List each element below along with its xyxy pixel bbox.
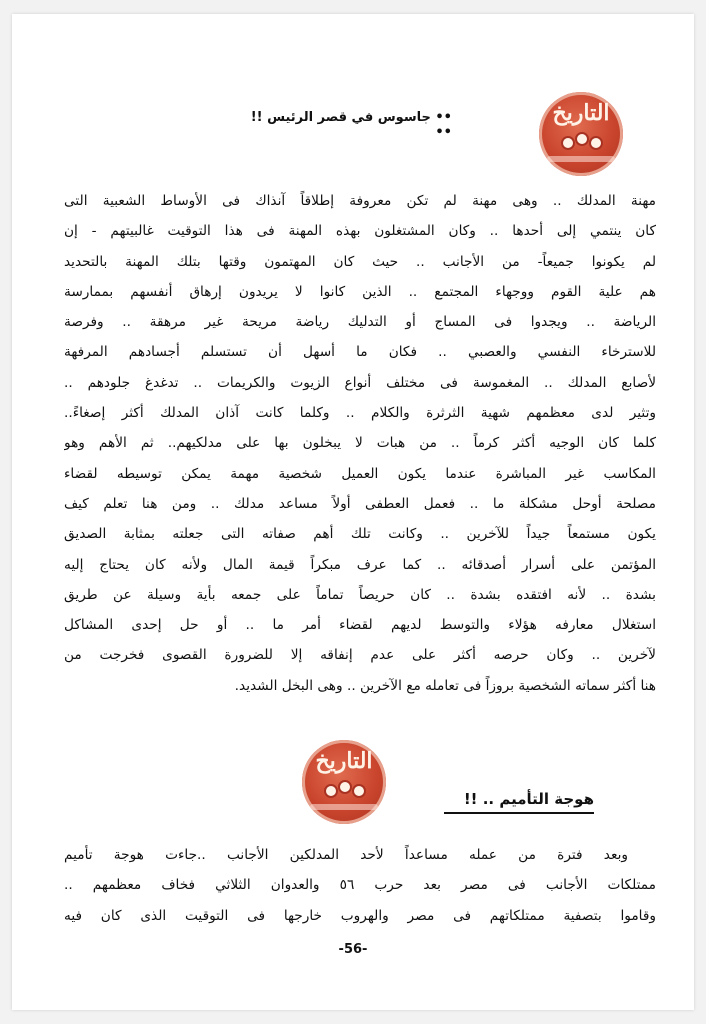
text-line: مهنة المدلك .. وهى مهنة لم تكن معروفة إطلاقاً آنذاك فى الأوساط الشعبية التى — [64, 193, 656, 209]
text-line: بشدة .. لأنه افتقده بشدة .. كان حريصاً تماماً على جمعه بأية وسيلة عن طريق — [64, 586, 656, 603]
text-line: لآخرين .. وكان حرصه أكثر على عدم إنفاقه إلا للضرورة القصوى فخرجت من — [64, 647, 656, 664]
history-logo — [539, 92, 623, 176]
logo-text: التاريخ — [315, 748, 373, 774]
logo-band — [547, 156, 615, 162]
book-page — [12, 14, 694, 1010]
text-line: يكون مستمعاً جيداً للآخرين .. وكانت تلك أهم صفاته التى جعلته بمثابة الصديق — [64, 526, 656, 543]
text-line: مصلحة أوحل مشكلة ما .. فعمل العطفى أولاً مساعد مدلك .. ومن هنا تعلم كيف — [64, 495, 656, 512]
text-line: استغلال معارفه هؤلاء والتوسط لديهم لقضاء أمر ما .. أو حل إحدى المشاكل — [64, 617, 656, 634]
text-line: كلما كان الوجيه أكثر كرماً .. من هبات لا يبخلون بها على مدلكيهم.. ثم الأهم وهو — [64, 435, 656, 452]
page-number: -56- — [338, 942, 368, 957]
logo-band — [310, 804, 378, 810]
text-line: لأصابع المدلك .. المغموسة فى مختلف أنواع الزيوت والكريمات .. تدغدغ جلودهم .. — [64, 374, 656, 391]
section-heading: هوجة التأميم .. !! — [444, 790, 594, 814]
page-header — [12, 92, 694, 192]
main-paragraph — [64, 186, 656, 701]
logo-ornament-icon — [324, 780, 364, 800]
text-line: الرياضة .. ويجدوا فى المساج أو التدليك رياضة مريحة غير مرهقة .. وفرصة — [64, 314, 656, 331]
text-line: وبعد فترة من عمله مساعداً لأحد المدلكين الأجانب ..جاءت هوجة تأميم — [64, 847, 628, 863]
text-line: ممتلكات الأجانب فى مصر بعد حرب ٥٦ والعدوان الثلاثي فخاف معظمهم .. — [64, 877, 656, 894]
logo-ornament-icon — [561, 132, 601, 152]
text-line: وقاموا بتصفية ممتلكاتهم فى مصر والهروب خارجها فى التوقيت الذى كان فيه — [64, 907, 656, 924]
text-line: للاسترخاء النفسي والعصبي .. فكان ما أسهل أن تستسلم أجسادهم المرفهة — [64, 344, 656, 361]
text-line: كان ينتمي إلى أحدها .. وكان المشتغلون بهذه المهنة فى هذا التوقيت غالبيتهم - إن — [64, 223, 656, 240]
history-logo-divider — [302, 740, 386, 824]
text-line: هم علية القوم ووجهاء المجتمع .. الذين كانوا لا يريدون إرهاق أنفسهم بممارسة — [64, 283, 656, 300]
running-title: •• جاسوس في قصر الرئيس !! •• — [250, 110, 452, 140]
logo-text: التاريخ — [552, 100, 610, 126]
text-line: المؤتمن على أسرار أصدقائه .. كما عرف مبكراً قيمة المال ولأنه كان يحتاج إليه — [64, 556, 656, 573]
text-line: المكاسب غير المباشرة عندما يكون العميل شخصية مهمة يمكن توسيطه لقضاء — [64, 465, 656, 482]
text-line: وتثير لدى معظمهم شهية الثرثرة والكلام .. وكلما كانت آذان المدلك أكثر إصغاءً.. — [64, 405, 656, 422]
text-line: لم يكونوا جميعاً- من الأجانب .. حيث كان المهتمون وقتها بتلك المهنة بالتحديد — [64, 253, 656, 270]
section-paragraph — [64, 840, 656, 931]
text-line: هنا أكثر سماته الشخصية بروزاً فى تعامله مع الآخرين .. وهى البخل الشديد. — [234, 677, 656, 694]
